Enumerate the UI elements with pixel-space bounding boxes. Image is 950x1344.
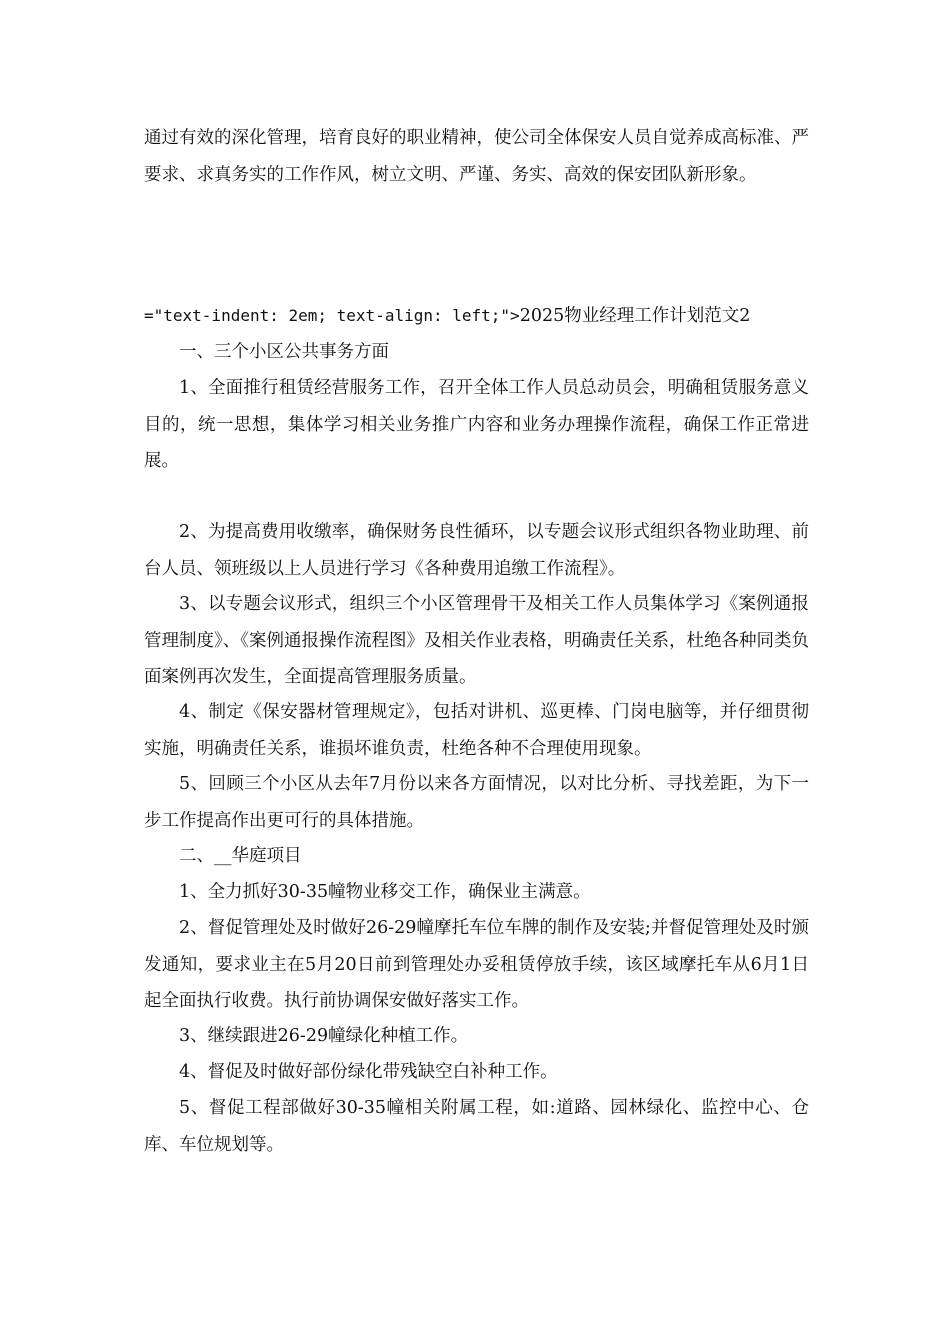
section-2-item-2: 2、督促管理处及时做好26-29幢摩托车位车牌的制作及安装;并督促管理处及时颁发通知，要求业主在5月20日前到管理处办妥租赁停放手续，该区域摩托车从6月1日起全面执行收费。执行前协调保安做好落实工作。 (144, 918, 809, 1011)
section-1-item-1: 1、全面推行租赁经营服务工作，召开全体工作人员总动员会，明确租赁服务意义目的，统一思想，集体学习相关业务推广内容和业务办理操作流程，确保工作正常进展。 (144, 378, 809, 471)
plan-title-line (144, 298, 809, 335)
section-2-item-5: 5、督促工程部做好30-35幢相关附属工程，如:道路、园林绿化、监控中心、仓库、车位规划等。 (144, 1098, 809, 1155)
section-2-heading: 二、__华庭项目 (179, 846, 302, 866)
section-2-item-1: 1、全力抓好30-35幢物业移交工作，确保业主满意。 (179, 882, 591, 902)
intro-paragraph: 通过有效的深化管理，培育良好的职业精神，使公司全体保安人员自觉养成高标准、严要求、求真务实的工作作风，树立文明、严谨、务实、高效的保安团队新形象。 (144, 128, 809, 185)
section-2-item-3: 3、继续跟进26-29幢绿化种植工作。 (179, 1026, 469, 1046)
plan-title: 2025物业经理工作计划范文2 (519, 306, 751, 326)
section-1-heading: 一、三个小区公共事务方面 (179, 342, 389, 362)
section-1-item-2: 2、为提高费用收缴率，确保财务良性循环，以专题会议形式组织各物业助理、前台人员、领班级以上人员进行学习《各种费用追缴工作流程》。 (144, 522, 809, 579)
code-fragment: ="text-indent: 2em; text-align: left;"> (144, 306, 520, 325)
section-1-item-5: 5、回顾三个小区从去年7月份以来各方面情况，以对比分析、寻找差距，为下一步工作提高作出更可行的具体措施。 (144, 774, 809, 831)
section-2-item-4: 4、督促及时做好部份绿化带残缺空白补种工作。 (179, 1062, 558, 1082)
section-1-item-4: 4、制定《保安器材管理规定》，包括对讲机、巡更棒、门岗电脑等，并仔细贯彻实施，明确责任关系，谁损坏谁负责，杜绝各种不合理使用现象。 (144, 702, 809, 759)
section-1-item-3: 3、以专题会议形式，组织三个小区管理骨干及相关工作人员集体学习《案例通报管理制度》、《案例通报操作流程图》及相关作业表格，明确责任关系，杜绝各种同类负面案例再次发生，全面提高管理服务质量。 (144, 594, 809, 687)
